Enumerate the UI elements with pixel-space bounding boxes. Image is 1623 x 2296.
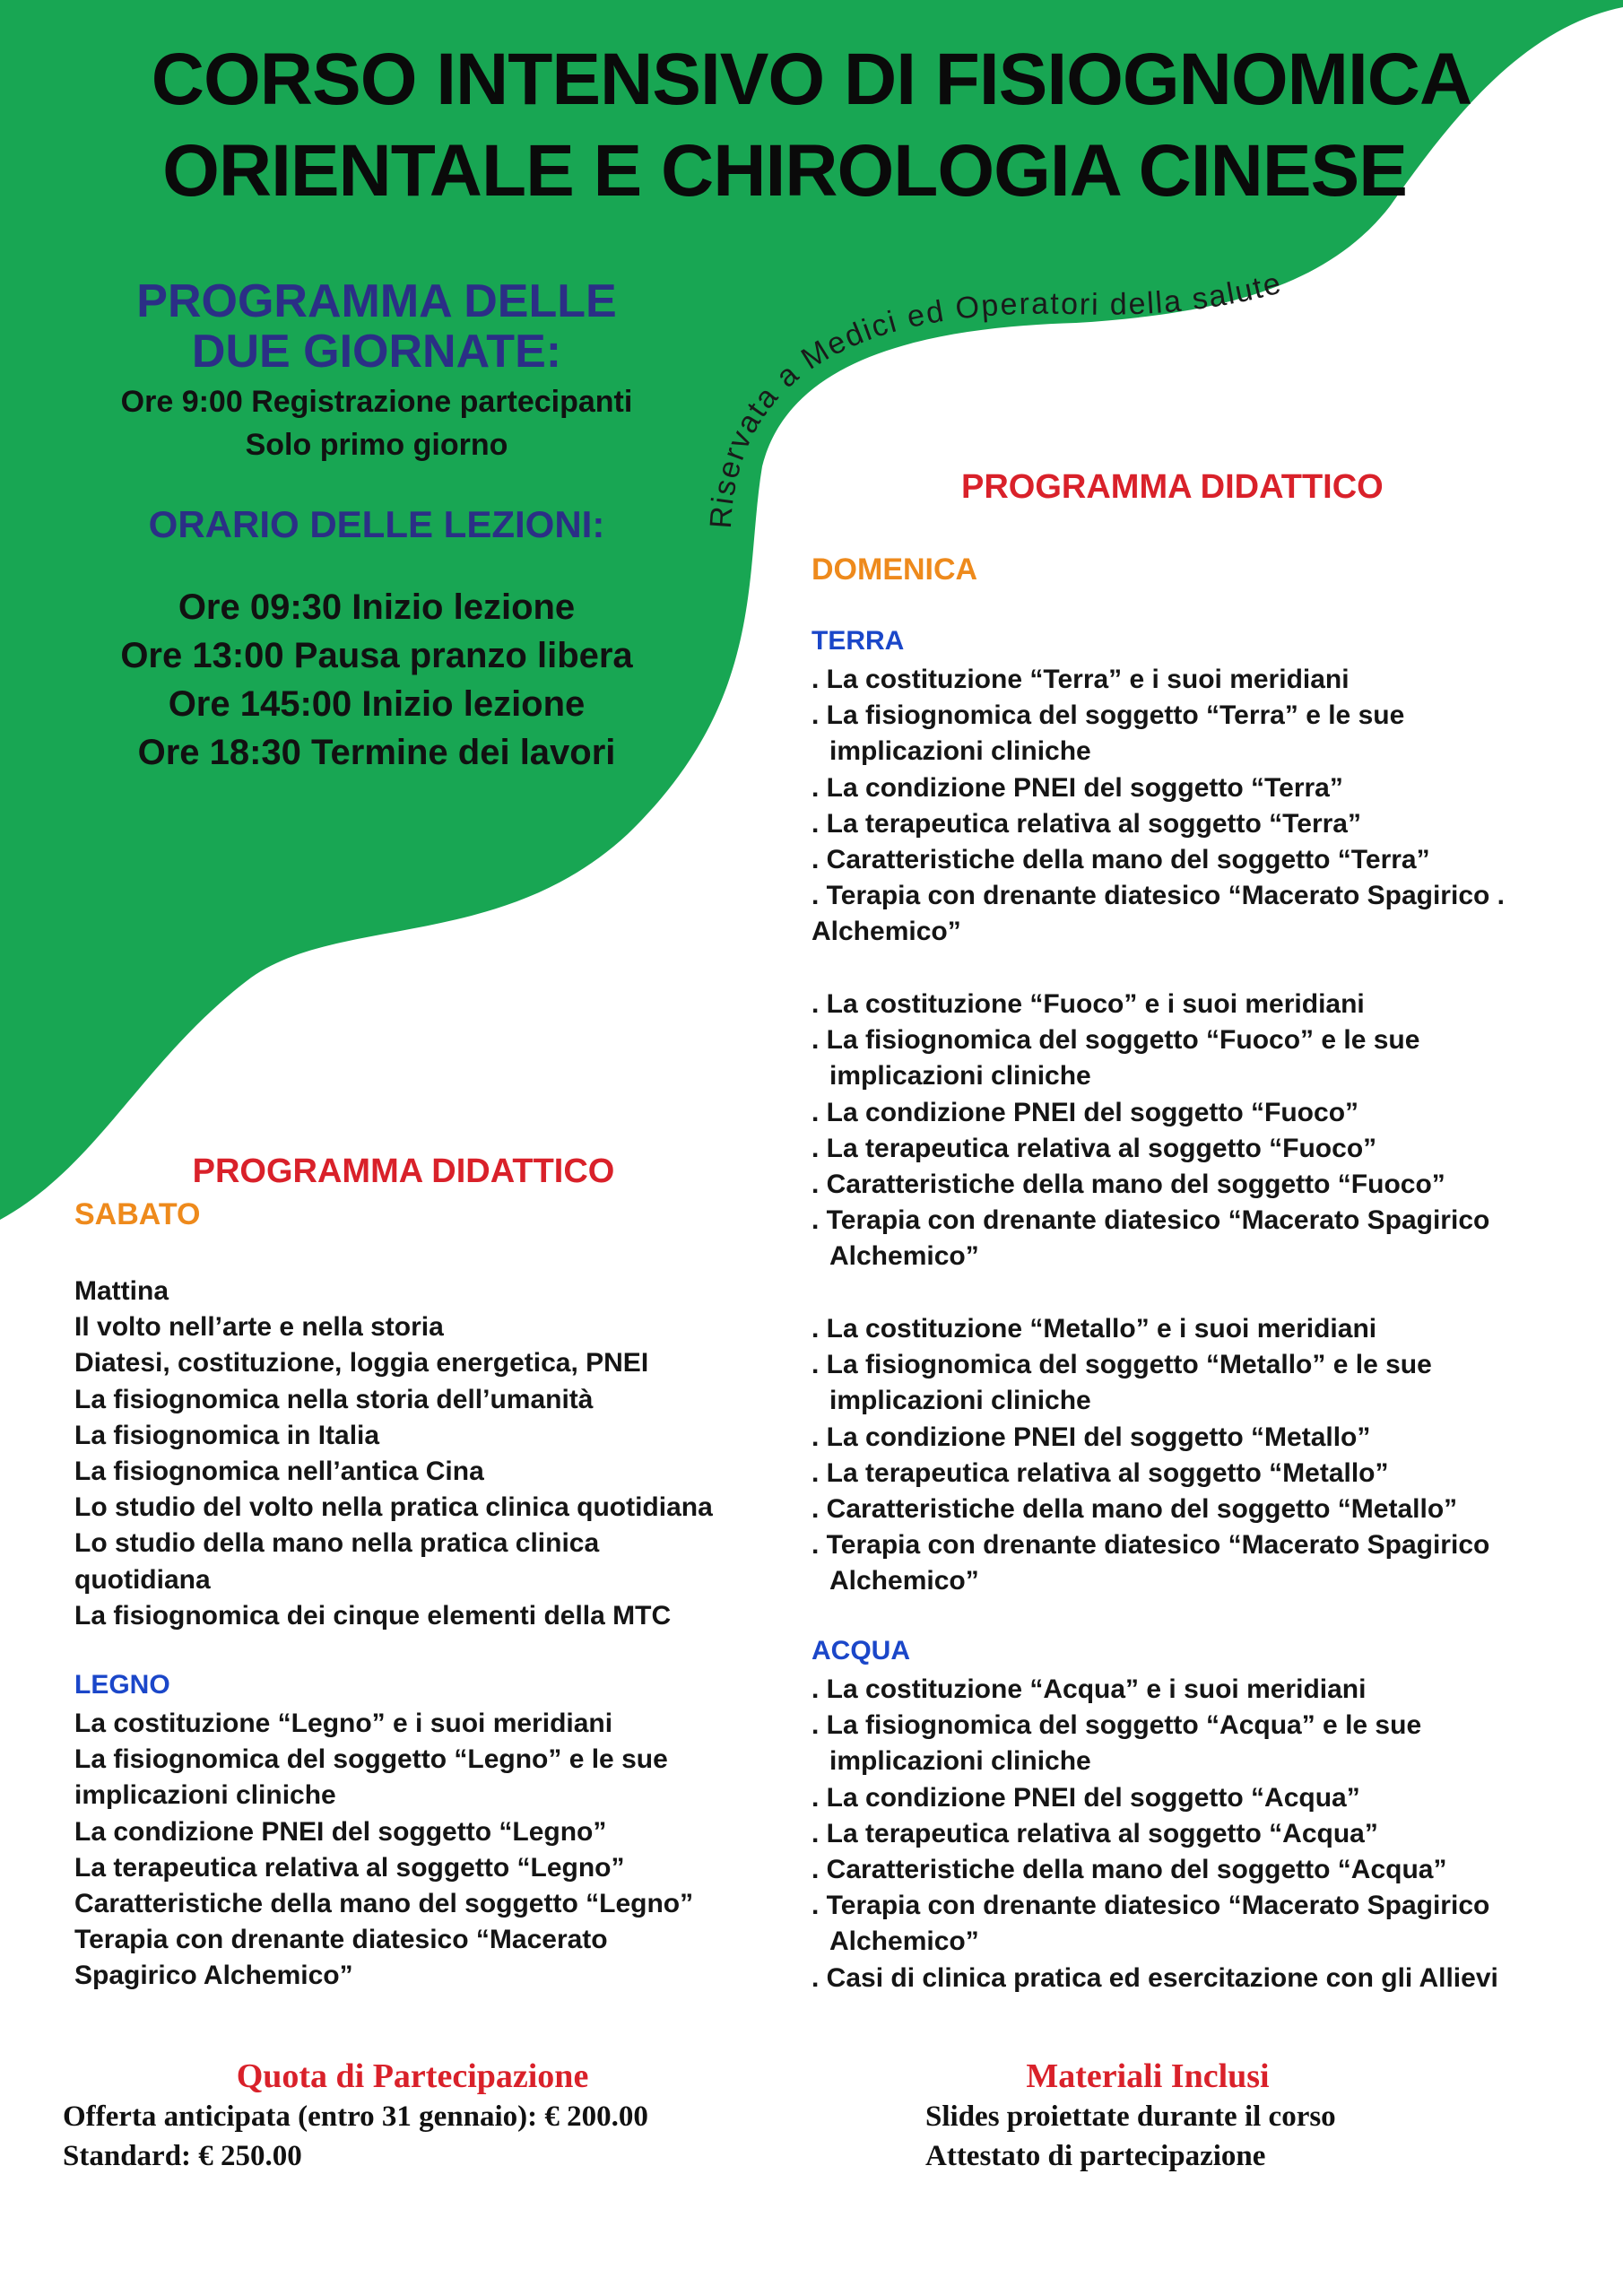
title-line-2: ORIENTALE E CHIROLOGIA CINESE xyxy=(162,130,1407,212)
list-item: . Casi di clinica pratica ed esercitazione con gli Allievi xyxy=(812,1962,1498,1993)
list-item: . Terapia con drenante diatesico “Macerato Spagirico xyxy=(812,1205,1490,1236)
list-item: quotidiana xyxy=(74,1564,211,1595)
list-item: . La terapeutica relativa al soggetto “Metallo” xyxy=(812,1457,1389,1488)
list-item: Lo studio del volto nella pratica clinica quotidiana xyxy=(74,1492,713,1523)
list-item: implicazioni cliniche xyxy=(829,1386,1091,1416)
lesson-time: Ore 09:30 Inizio lezione xyxy=(178,587,576,627)
list-item: Terapia con drenante diatesico “Macerato xyxy=(74,1925,608,1955)
list-item: . La fisiognomica del soggetto “Metallo” e le sue xyxy=(812,1350,1432,1380)
list-item: implicazioni cliniche xyxy=(829,1061,1091,1091)
list-item: La condizione PNEI del soggetto “Legno” xyxy=(74,1816,607,1847)
material-item: Slides proiettate durante il corso xyxy=(925,2100,1336,2133)
schedule-heading-2: DUE GIORNATE: xyxy=(191,326,562,378)
list-item: . La condizione PNEI del soggetto “Terra” xyxy=(812,772,1343,803)
materials-heading: Materiali Inclusi xyxy=(1026,2057,1270,2095)
sunday-heading: PROGRAMMA DIDATTICO xyxy=(961,468,1384,506)
list-item: . La costituzione “Metallo” e i suoi meridiani xyxy=(812,1314,1377,1344)
list-item: . La condizione PNEI del soggetto “Fuoco” xyxy=(812,1097,1359,1127)
list-item: implicazioni cliniche xyxy=(74,1780,336,1811)
list-item: . La fisiognomica del soggetto “Terra” e le sue xyxy=(812,700,1405,731)
metallo-list xyxy=(812,1311,1489,1600)
list-item: implicazioni cliniche xyxy=(829,1746,1091,1777)
fuoco-list xyxy=(812,987,1489,1275)
list-item: Alchemico” xyxy=(829,1926,979,1957)
saturday-morning-list xyxy=(74,1274,713,1634)
list-item: Spagirico Alchemico” xyxy=(74,1961,353,1991)
material-item: Attestato di partecipazione xyxy=(925,2140,1266,2172)
fee-standard: Standard: € 250.00 xyxy=(63,2140,302,2172)
list-item: . Caratteristiche della mano del soggetto “Acqua” xyxy=(812,1855,1447,1885)
list-item: . Caratteristiche della mano del soggetto “Metallo” xyxy=(812,1494,1458,1525)
list-item: . La terapeutica relativa al soggetto “Acqua” xyxy=(812,1818,1378,1848)
acqua-heading: ACQUA xyxy=(812,1636,910,1665)
list-item: . La costituzione “Fuoco” e i suoi meridiani xyxy=(812,989,1365,1019)
lesson-time: Ore 13:00 Pausa pranzo libera xyxy=(120,636,633,675)
list-item: . La costituzione “Acqua” e i suoi meridiani xyxy=(812,1674,1367,1704)
list-item: . La terapeutica relativa al soggetto “Fuoco” xyxy=(812,1133,1377,1163)
list-item: . La condizione PNEI del soggetto “Acqua” xyxy=(812,1782,1360,1813)
list-item: Lo studio della mano nella pratica clinica xyxy=(74,1528,600,1559)
lesson-times xyxy=(36,583,717,777)
fee-early: Offerta anticipata (entro 31 gennaio): € 200.00 xyxy=(63,2100,648,2133)
list-item: Alchemico” xyxy=(829,1241,979,1272)
acqua-list xyxy=(812,1672,1498,1996)
terra-heading: TERRA xyxy=(812,626,905,656)
list-item: . La fisiognomica del soggetto “Fuoco” e le sue xyxy=(812,1025,1420,1056)
list-item: La costituzione “Legno” e i suoi meridiani xyxy=(74,1709,613,1738)
curved-note-text: Riservata a Medici ed Operatori della salute xyxy=(703,265,1286,530)
list-item: Alchemico” xyxy=(812,917,961,947)
saturday-heading: PROGRAMMA DIDATTICO xyxy=(192,1152,615,1190)
list-item: . Terapia con drenante diatesico “Macerato Spagirico xyxy=(812,1530,1490,1561)
list-item: Mattina xyxy=(74,1276,169,1306)
lessons-heading: ORARIO DELLE LEZIONI: xyxy=(148,503,605,545)
list-item: La fisiognomica in Italia xyxy=(74,1420,380,1450)
list-item: . Terapia con drenante diatesico “Macerato Spagirico xyxy=(812,1891,1490,1921)
legno-list xyxy=(74,1706,693,1995)
list-item: implicazioni cliniche xyxy=(829,736,1091,767)
list-item: Il volto nell’arte e nella storia xyxy=(74,1312,444,1343)
list-item: . Terapia con drenante diatesico “Macerato Spagirico . xyxy=(812,881,1505,911)
list-item: Caratteristiche della mano del soggetto “Legno” xyxy=(74,1889,694,1919)
list-item: . La terapeutica relativa al soggetto “Terra” xyxy=(812,808,1361,839)
sunday-day: DOMENICA xyxy=(812,552,978,587)
list-item: La fisiognomica dei cinque elementi della MTC xyxy=(74,1600,672,1631)
list-item: La terapeutica relativa al soggetto “Legno” xyxy=(74,1852,625,1883)
list-item: Diatesi, costituzione, loggia energetica, PNEI xyxy=(74,1348,649,1378)
saturday-day: SABATO xyxy=(74,1197,201,1231)
lesson-time: Ore 145:00 Inizio lezione xyxy=(168,684,586,724)
list-item: La fisiognomica nella storia dell’umanità xyxy=(74,1384,594,1414)
terra-list xyxy=(812,662,1505,951)
list-item: La fisiognomica del soggetto “Legno” e le sue xyxy=(74,1744,668,1775)
schedule-block xyxy=(36,276,717,777)
lesson-time: Ore 18:30 Termine dei lavori xyxy=(137,733,616,772)
registration-note: Solo primo giorno xyxy=(245,428,508,462)
list-item: . La condizione PNEI del soggetto “Metallo” xyxy=(812,1422,1371,1452)
schedule-heading-1: PROGRAMMA DELLE xyxy=(136,275,617,327)
list-item: La fisiognomica nell’antica Cina xyxy=(74,1457,484,1487)
legno-heading: LEGNO xyxy=(74,1670,170,1700)
fees-heading: Quota di Partecipazione xyxy=(236,2057,589,2095)
list-item: . Caratteristiche della mano del soggetto “Fuoco” xyxy=(812,1170,1445,1200)
list-item: . Caratteristiche della mano del soggetto “Terra” xyxy=(812,845,1430,875)
title-line-1: CORSO INTENSIVO DI FISIOGNOMICA xyxy=(151,39,1472,120)
list-item: . La costituzione “Terra” e i suoi meridiani xyxy=(812,665,1350,694)
list-item: . La fisiognomica del soggetto “Acqua” e le sue xyxy=(812,1710,1422,1741)
registration-time: Ore 9:00 Registrazione partecipanti xyxy=(120,385,633,419)
list-item: Alchemico” xyxy=(829,1566,979,1596)
